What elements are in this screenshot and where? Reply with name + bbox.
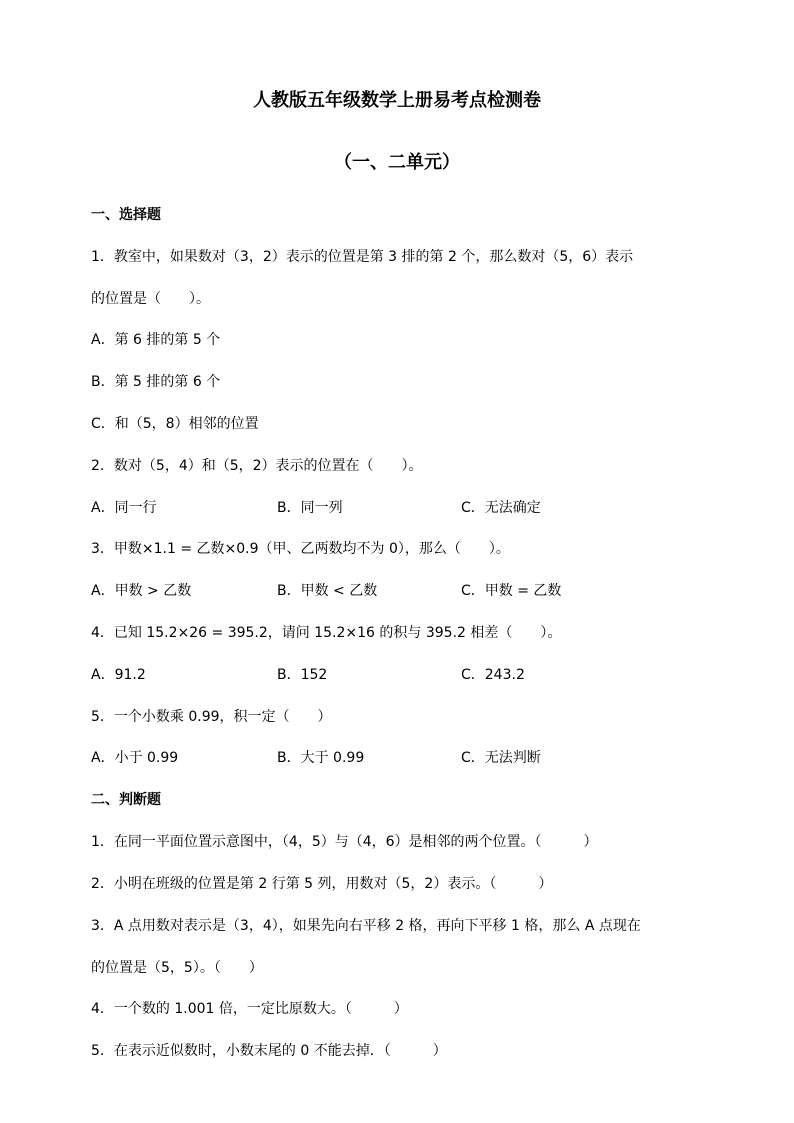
question-2-option-a: A．同一行 <box>91 500 157 516</box>
question-2-option-c: C．无法确定 <box>461 500 541 516</box>
question-5-option-c: C．无法判断 <box>461 750 541 766</box>
question-1-option-b: B．第 5 排的第 6 个 <box>91 374 221 390</box>
question-4-option-c: C．243.2 <box>461 667 525 683</box>
judgement-3-line-2: 的位置是（5，5）。（ ） <box>91 960 263 976</box>
judgement-3-line-1: 3．A 点用数对表示是（3，4），如果先向右平移 2 格，再向下平移 1 格，那么 A 点现在 <box>91 918 641 934</box>
question-1-option-a: A．第 6 排的第 5 个 <box>91 332 221 348</box>
section-heading-choice: 一、选择题 <box>91 207 161 223</box>
page-title: 人教版五年级数学上册易考点检测卷 <box>253 90 541 111</box>
question-2-option-b: B．同一列 <box>277 500 343 516</box>
question-1-line-2: 的位置是（ ）。 <box>91 291 210 307</box>
judgement-5: 5．在表示近似数时，小数末尾的 0 不能去掉．（ ） <box>91 1043 447 1059</box>
question-1-option-c: C．和（5，8）相邻的位置 <box>91 416 259 432</box>
question-2-text: 2．数对（5，4）和（5，2）表示的位置在（ ）。 <box>91 458 423 474</box>
question-3-option-a: A．甲数 > 乙数 <box>91 583 192 599</box>
judgement-2: 2．小明在班级的位置是第 2 行第 5 列，用数对（5，2）表示。（ ） <box>91 876 553 892</box>
question-5-text: 5．一个小数乘 0.99，积一定（ ） <box>91 709 332 725</box>
question-4-text: 4．已知 15.2×26 = 395.2，请问 15.2×16 的积与 395.2 相差（ ）。 <box>91 625 562 641</box>
judgement-1: 1．在同一平面位置示意图中，（4，5）与（4，6）是相邻的两个位置。（ ） <box>91 834 598 850</box>
question-1-line-1: 1．教室中，如果数对（3，2）表示的位置是第 3 排的第 2 个，那么数对（5，6）表示 <box>91 249 634 265</box>
page-subtitle: （一、二单元） <box>334 152 460 173</box>
question-3-option-c: C．甲数 = 乙数 <box>461 583 562 599</box>
question-5-option-a: A．小于 0.99 <box>91 750 179 766</box>
judgement-4: 4．一个数的 1.001 倍，一定比原数大。（ ） <box>91 1001 408 1017</box>
question-5-option-b: B．大于 0.99 <box>277 750 365 766</box>
question-4-option-a: A．91.2 <box>91 667 146 683</box>
question-4-option-b: B．152 <box>277 667 328 683</box>
question-3-text: 3．甲数×1.1 = 乙数×0.9（甲、乙两数均不为 0），那么（ ）。 <box>91 541 510 557</box>
section-heading-judgement: 二、判断题 <box>91 792 161 808</box>
question-3-option-b: B．甲数 < 乙数 <box>277 583 378 599</box>
